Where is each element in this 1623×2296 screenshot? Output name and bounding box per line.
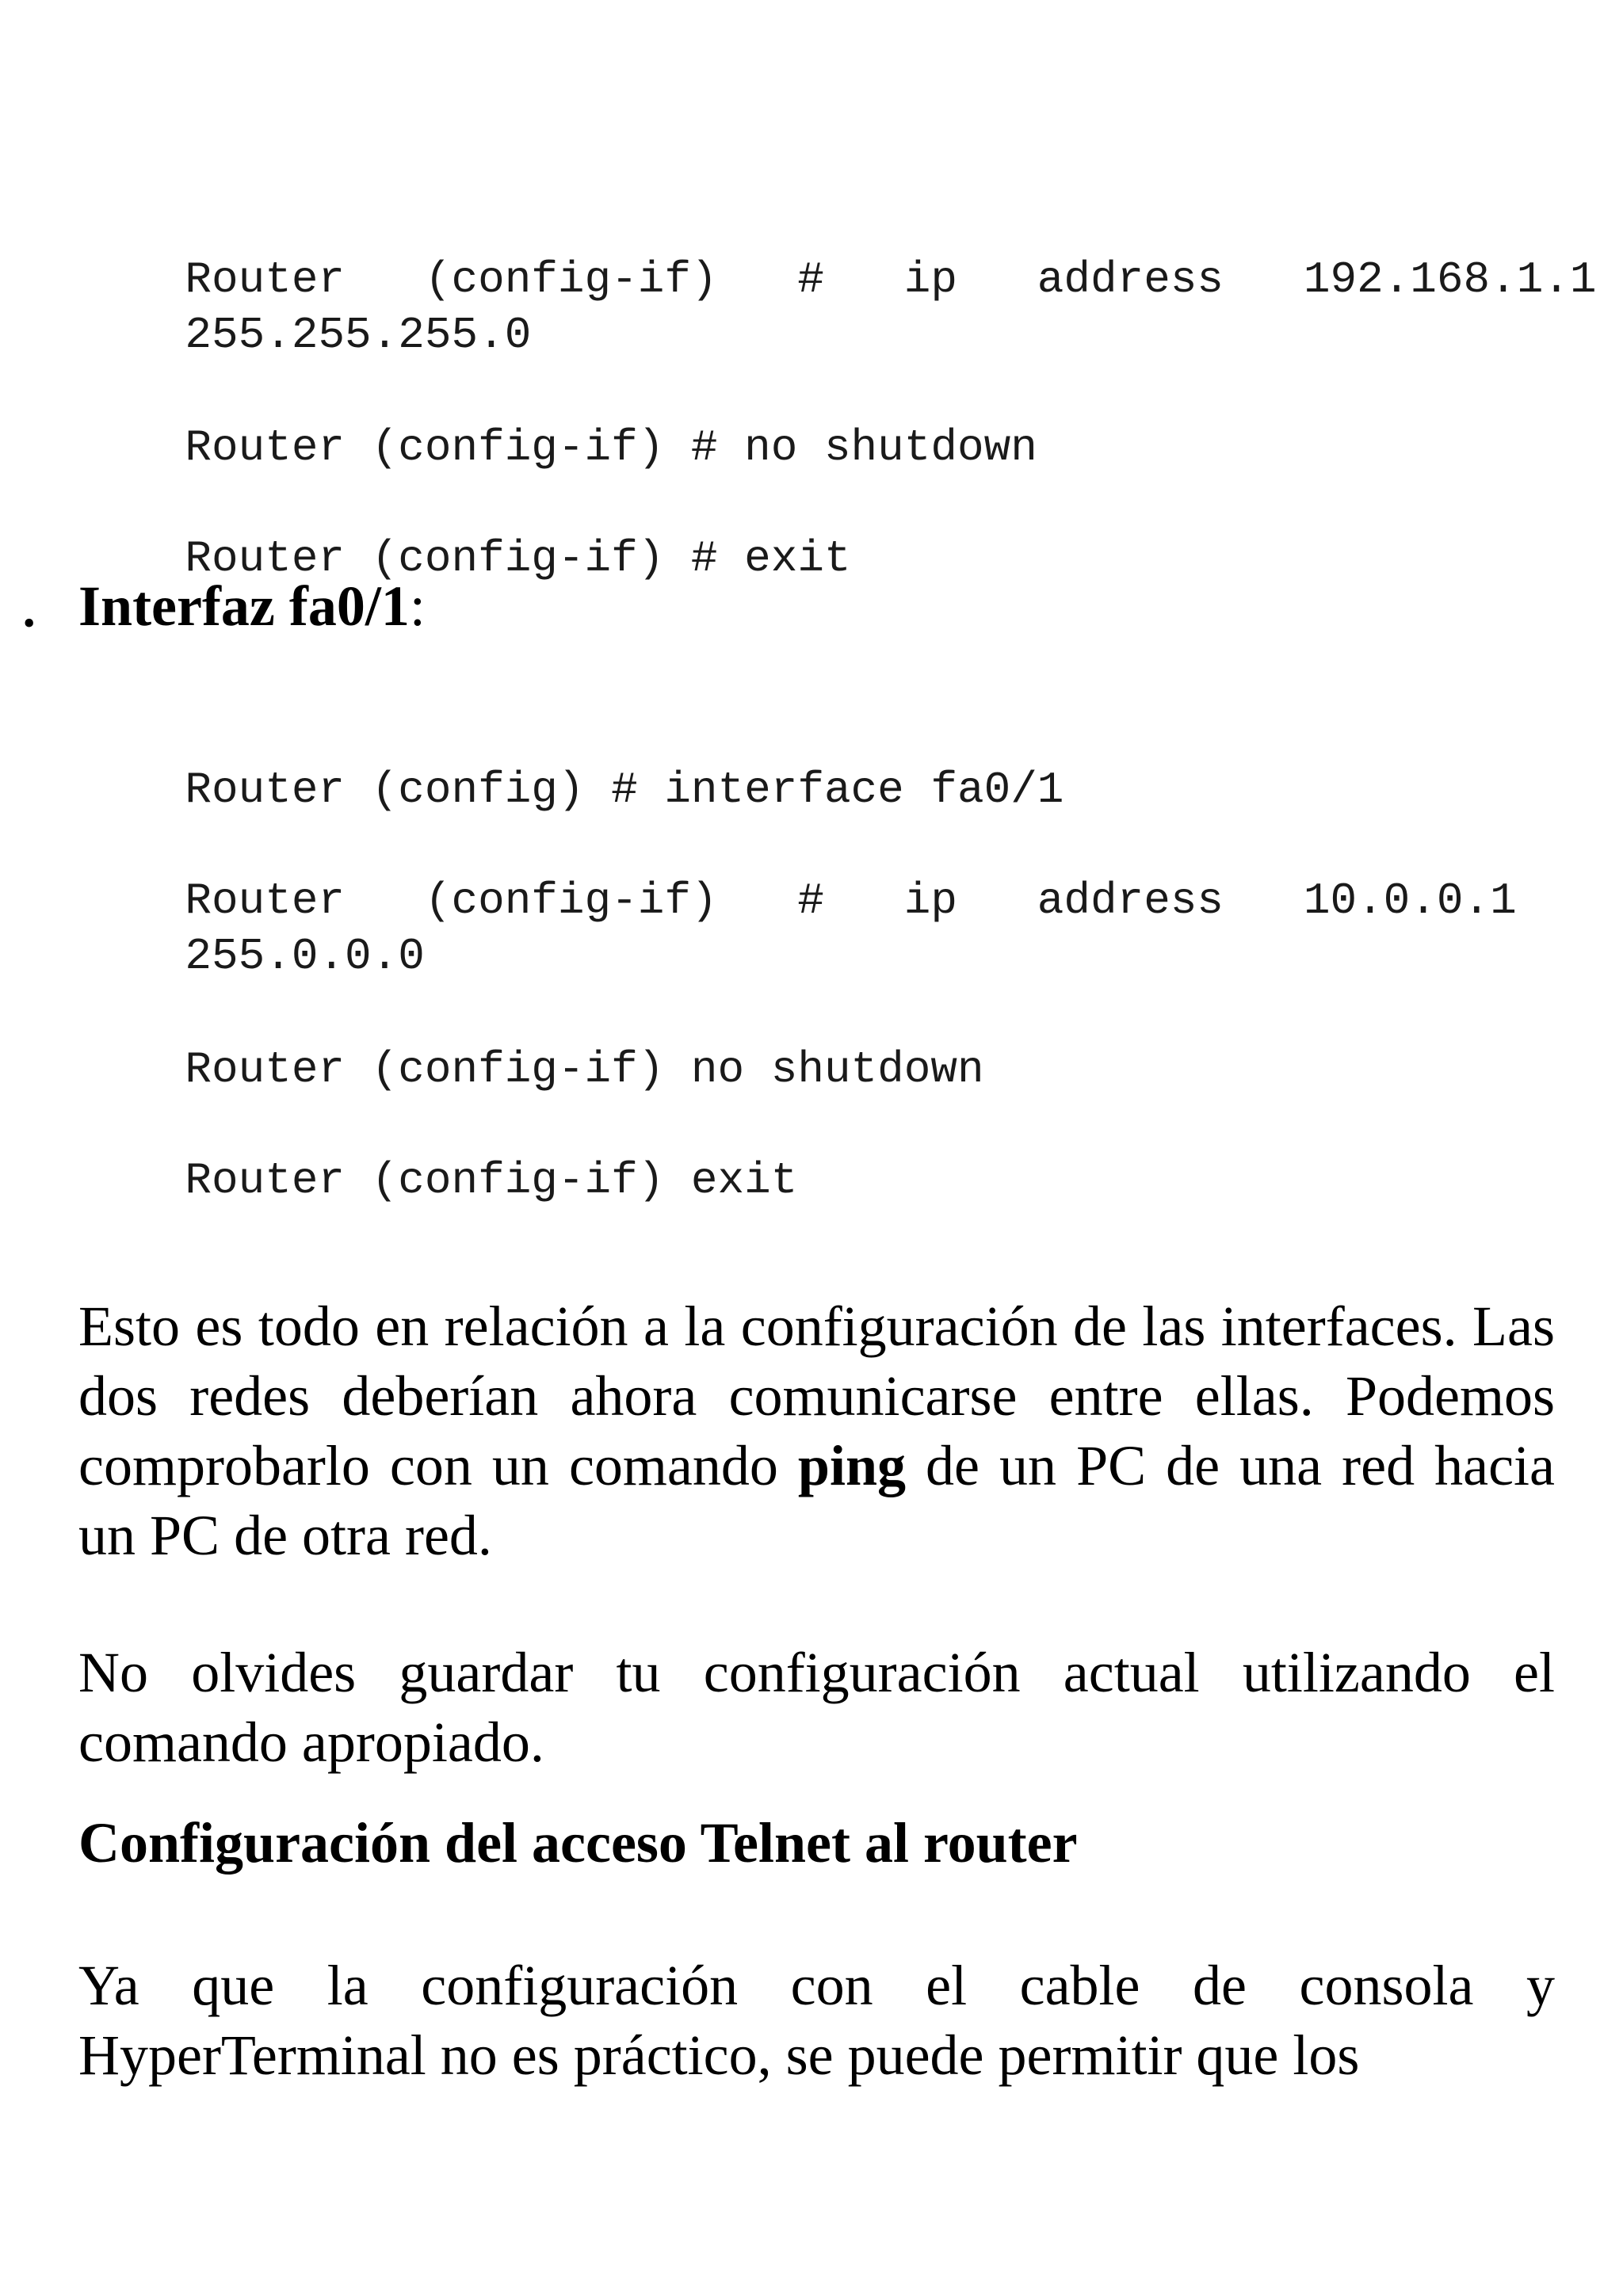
code-text: Router (config-if) # ip address 192.168.1.1 (185, 254, 1597, 305)
code-text: Router (config-if) # no shutdown (185, 422, 1037, 473)
code-text: Router (config) # interface fa0/1 (185, 765, 1064, 815)
paragraph-telnet-intro (78, 1951, 1555, 2090)
ping-command: ping (797, 1434, 906, 1497)
paragraph-interfaces-summary (78, 1291, 1555, 1570)
code-line-exit-2 (78, 1097, 1555, 1264)
bullet-marker: • (23, 604, 36, 643)
bullet-label: Interfaz fa0/1 (78, 574, 410, 638)
code-text: 255.0.0.0 (185, 931, 425, 982)
paragraph-text: Ya que la configuración con el cable de consola y HyperTerminal no es práctico, se puede permitir que los (78, 1954, 1555, 2087)
paragraph-text: No olvides guardar tu configuración actual utilizando el comando apropiado. (78, 1641, 1555, 1774)
section-heading: Configuración del acceso Telnet al router (78, 1811, 1078, 1875)
paragraph-save-config (78, 1638, 1555, 1777)
paragraph-text: de un PC de una red hacia un PC de otra red. (78, 1434, 1556, 1567)
code-text: Router (config-if) # exit (185, 533, 851, 584)
code-text: 255.255.255.0 (185, 310, 532, 360)
bullet-suffix: : (409, 574, 426, 638)
code-text: Router (config-if) no shutdown (185, 1044, 984, 1095)
code-text: Router (config-if) # ip address 10.0.0.1 (185, 875, 1517, 926)
code-text: Router (config-if) exit (185, 1155, 798, 1206)
paragraph-text: Esto es todo en relación a la configuración de las interfaces. Las dos redes deberían ahora comunicarse entre ellas. Podemos comprobarlo con un comando (78, 1295, 1555, 1497)
bullet-text (78, 573, 426, 639)
